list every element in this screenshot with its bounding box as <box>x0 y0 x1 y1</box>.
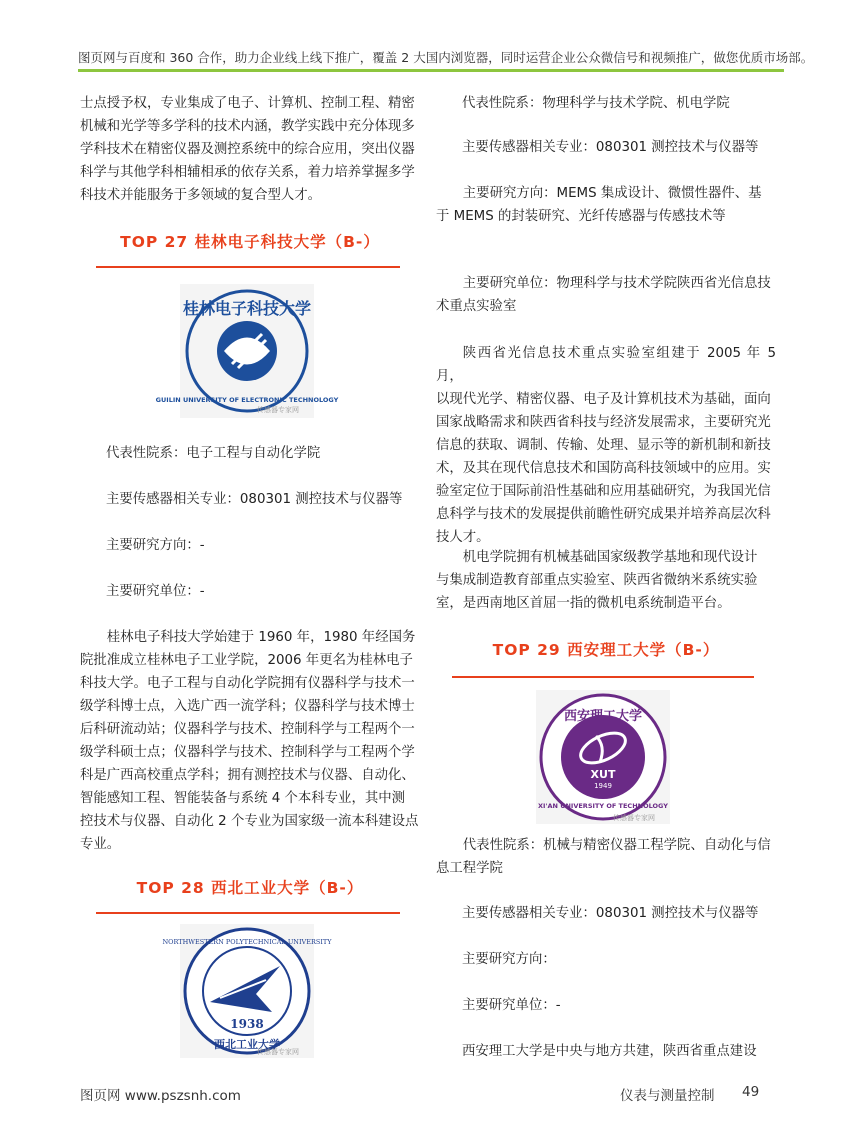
body-line: 机电学院拥有机械基础国家级教学基地和现代设计 <box>462 550 758 565</box>
footer-journal: 仪表与测量控制 <box>620 1088 715 1104</box>
body-line: 国家战略需求和陕西省科技与经济发展需求，主要研究光 <box>436 415 771 430</box>
guet-logo-chinese: 桂林电子科技大学 <box>182 299 312 318</box>
nwpu-unit <box>436 272 776 318</box>
unit-line: 术重点实验室 <box>436 299 517 314</box>
xut-logo-english: XI'AN UNIVERSITY OF TECHNOLOGY <box>538 802 668 810</box>
body-line: 桂林电子科技大学始建于 1960 年，1980 年经国务 <box>106 630 416 645</box>
top29-dept <box>436 834 776 880</box>
top27-divider <box>96 266 400 268</box>
top29-body: 西安理工大学是中央与地方共建，陕西省重点建设 <box>462 1044 757 1059</box>
intro-line: 科技术并能服务于多领域的复合型人才。 <box>80 188 322 203</box>
top27-heading: TOP 27 桂林电子科技大学（B-） <box>120 233 380 251</box>
intro-line: 机械和光学等多学科的技术内涵，教学实践中充分体现多 <box>80 119 415 134</box>
guet-logo-english: GUILIN UNIVERSITY OF ELECTRONIC TECHNOLOGY <box>155 396 339 404</box>
body-line: 术，及其在现代信息技术和国防高科技领域中的应用。实 <box>436 461 771 476</box>
nwpu-logo-year: 1938 <box>230 1017 264 1031</box>
body-line: 以现代光学、精密仪器、电子及计算机技术为基础，面向 <box>436 392 771 407</box>
top29-major: 主要传感器相关专业：080301 测控技术与仪器等 <box>462 906 759 921</box>
body-line: 技人才。 <box>436 530 490 545</box>
body-line: 级学科硕士点；仪器科学与技术、控制科学与工程两个学 <box>80 745 415 760</box>
dept-line: 代表性院系：机械与精密仪器工程学院、自动化与信 <box>462 838 771 853</box>
intro-line: 士点授予权，专业集成了电子、计算机、控制工程、精密 <box>80 96 415 111</box>
body-line: 级学科博士点，入选广西一流学科；仪器科学与技术博士 <box>80 699 415 714</box>
body-line: 陕西省光信息技术重点实验室组建于 2005 年 5 月， <box>436 346 776 384</box>
dept-line: 息工程学院 <box>436 861 503 876</box>
top28-heading: TOP 28 西北工业大学（B-） <box>136 879 364 897</box>
nwpu-dept: 代表性院系：物理科学与技术学院、机电学院 <box>462 96 730 111</box>
xut-logo-abbr: XUT <box>590 768 616 781</box>
xut-logo-year: 1949 <box>594 782 612 790</box>
top27-unit: 主要研究单位：- <box>106 584 205 599</box>
xut-logo <box>536 690 670 824</box>
body-line: 科是广西高校重点学科；拥有测控技术与仪器、自动化、 <box>80 768 415 783</box>
top27-body <box>80 626 420 856</box>
footer-site: 图页网 www.pszsnh.com <box>80 1088 241 1104</box>
guet-logo <box>155 284 339 418</box>
body-line: 信息的获取、调制、传输、处理、显示等的新机制和新技 <box>436 438 771 453</box>
nwpu-body2 <box>436 546 776 615</box>
body-line: 与集成制造教育部重点实验室、陕西省微纳米系统实验 <box>436 573 758 588</box>
nwpu-body1 <box>436 342 776 549</box>
left-intro <box>80 92 420 207</box>
direction-line: 于 MEMS 的封装研究、光纤传感器与传感技术等 <box>436 209 726 224</box>
watermark: 传感器专家网 <box>257 406 299 414</box>
intro-line: 学科技术在精密仪器及测控系统中的综合应用，突出仪器 <box>80 142 415 157</box>
nwpu-major: 主要传感器相关专业：080301 测控技术与仪器等 <box>462 140 759 155</box>
unit-line: 主要研究单位：物理科学与技术学院陕西省光信息技 <box>462 276 771 291</box>
nwpu-logo-chinese: 西北工业大学 <box>214 1038 280 1051</box>
body-line: 验室定位于国际前沿性基础和应用基础研究，为我国光信 <box>436 484 771 499</box>
body-line: 息科学与技术的发展提供前瞻性研究成果并培养高层次科 <box>436 507 771 522</box>
direction-line: 主要研究方向：MEMS 集成设计、微惯性器件、基 <box>462 186 762 201</box>
body-line: 智能感知工程、智能装备与系统 4 个本科专业，其中测 <box>80 791 406 806</box>
top29-unit: 主要研究单位：- <box>462 998 561 1013</box>
body-line: 控技术与仪器、自动化 2 个专业为国家级一流本科建设点 <box>80 814 419 829</box>
banner-text: 图页网与百度和 360 合作，助力企业线上线下推广，覆盖 2 大国内浏览器，同时运营企业公众微信号和视频推广，做您优质市场部。 <box>78 50 814 65</box>
xut-logo-chinese: 西安理工大学 <box>563 709 643 724</box>
body-line: 科技大学。电子工程与自动化学院拥有仪器科学与技术一 <box>80 676 415 691</box>
top29-divider <box>452 676 754 678</box>
top27-dept: 代表性院系：电子工程与自动化学院 <box>106 446 321 461</box>
body-line: 室，是西南地区首屈一指的微机电系统制造平台。 <box>436 596 731 611</box>
watermark: 传感器专家网 <box>257 1048 299 1056</box>
nwpu-logo <box>162 924 332 1058</box>
top29-heading: TOP 29 西安理工大学（B-） <box>492 641 720 659</box>
top29-direction: 主要研究方向： <box>462 952 556 967</box>
header-divider <box>78 69 784 72</box>
nwpu-logo-english: NORTHWESTERN POLYTECHNICAL UNIVERSITY <box>162 938 332 946</box>
watermark: 传感器专家网 <box>613 814 655 822</box>
top28-divider <box>96 912 400 914</box>
body-line: 专业。 <box>80 837 121 852</box>
intro-line: 科学与其他学科相辅相承的依存关系，着力培养掌握多学 <box>80 165 415 180</box>
top27-direction: 主要研究方向：- <box>106 538 205 553</box>
top27-major: 主要传感器相关专业：080301 测控技术与仪器等 <box>106 492 403 507</box>
body-line: 院批准成立桂林电子工业学院，2006 年更名为桂林电子 <box>80 653 413 668</box>
header-banner <box>78 48 814 70</box>
footer-page-number: 49 <box>742 1084 760 1100</box>
body-line: 后科研流动站；仪器科学与技术、控制科学与工程两个一 <box>80 722 415 737</box>
nwpu-direction <box>436 182 776 228</box>
